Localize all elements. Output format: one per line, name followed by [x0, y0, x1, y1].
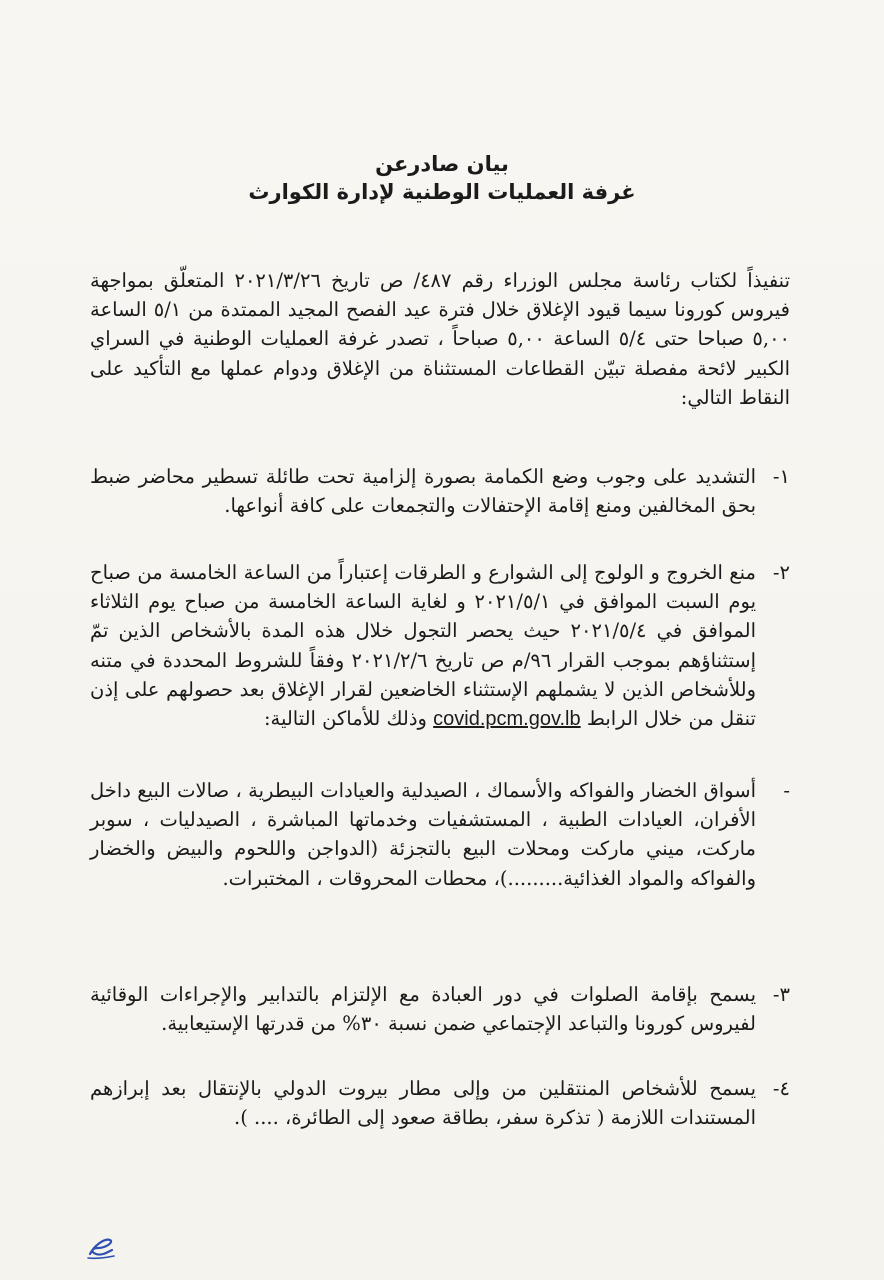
sub-list-item — [90, 776, 790, 893]
item-text: التشديد على وجوب وضع الكمامة بصورة إلزامية تحت طائلة تسطير محاضر ضبط بحق المخالفين ومنع إقامة الإحتفالات والتجمعات على كافة أنواعها. — [90, 465, 756, 518]
item-text — [90, 558, 756, 734]
item-text: يسمح للأشخاص المنتقلين من وإلى مطار بيروت الدولي بالإنتقال بعد إبرازهم المستندات اللازمة ( تذكرة سفر، بطاقة صعود إلى الطائرة، .... ). — [90, 1077, 756, 1130]
issuer-name: غرفة العمليات الوطنية لإدارة الكوارث — [248, 180, 636, 204]
permit-link[interactable]: covid.pcm.gov.lb — [433, 708, 581, 731]
item-number: ٤- — [772, 1077, 790, 1100]
item-text-before-link: منع الخروج و الولوج إلى الشوارع و الطرقات إعتباراً من الساعة الخامسة من صباح يوم السبت الموافق في ٢٠٢١/٥/١ و لغاية الساعة الخامسة من صباح يوم الثلاثاء الموافق في ٢٠٢١/٥/٤ حيث يحصر التجول خلال هذه المدة بالأشخاص الذين تمّ إستثناؤهم بموجب القرار ٩٦/م ص تاريخ ٢٠٢١/٢/٦ وفقاً للشروط المحددة في متنه وللأشخاص الذين لا يشملهم الإستثناء الخاضعين لقرار الإغلاق بعد حصولهم على إذن تنقل من خلال الرابط — [90, 561, 756, 731]
handwritten-initial — [84, 1232, 118, 1262]
item-number: ١- — [772, 465, 790, 488]
list-item-4 — [90, 1074, 790, 1132]
bullet-dash: - — [783, 779, 790, 802]
statement-title: بيان صادرعن — [375, 152, 509, 176]
sub-item-text: أسواق الخضار والفواكه والأسماك ، الصيدلية والعيادات البيطرية ، صالات البيع داخل الأفران، العيادات الطبية ، المستشفيات وخدماتها المباشرة ، الصيدليات ، سوبر ماركت، ميني ماركت ومحلات البيع بالتجزئة (الدواجن واللحوم والبيض والخضار والفواكه والمواد الغذائية.........)، محطات المحروقات ، المختبرات. — [90, 779, 756, 890]
item-text: يسمح بإقامة الصلوات في دور العبادة مع الإلتزام بالتدابير والإجراءات الوقائية لفيروس كورونا والتباعد الإجتماعي ضمن نسبة ٣٠% من قدرتها الإستيعابية. — [90, 983, 756, 1036]
item-text-after-link: وذلك للأماكن التالية: — [263, 707, 427, 731]
item-number: ٣- — [772, 983, 790, 1006]
intro-paragraph: تنفيذاً لكتاب رئاسة مجلس الوزراء رقم ٤٨٧/ ص تاريخ ٢٠٢١/٣/٢٦ المتعلّق بمواجهة فيروس كورونا سيما قيود الإغلاق خلال فترة عيد الفصح المجيد الممتدة من ٥/١ الساعة ٥,٠٠ صباحا حتى ٥/٤ الساعة ٥,٠٠ صباحاً ، تصدر غرفة العمليات الوطنية في السراي الكبير لائحة مفصلة تبيّن القطاعات المستثناة من الإغلاق ودوام عملها مع التأكيد على النقاط التالي: — [90, 269, 791, 409]
list-item-2 — [90, 558, 790, 734]
list-item-3 — [90, 980, 790, 1038]
item-number: ٢- — [772, 561, 790, 584]
list-item-1 — [90, 462, 790, 520]
